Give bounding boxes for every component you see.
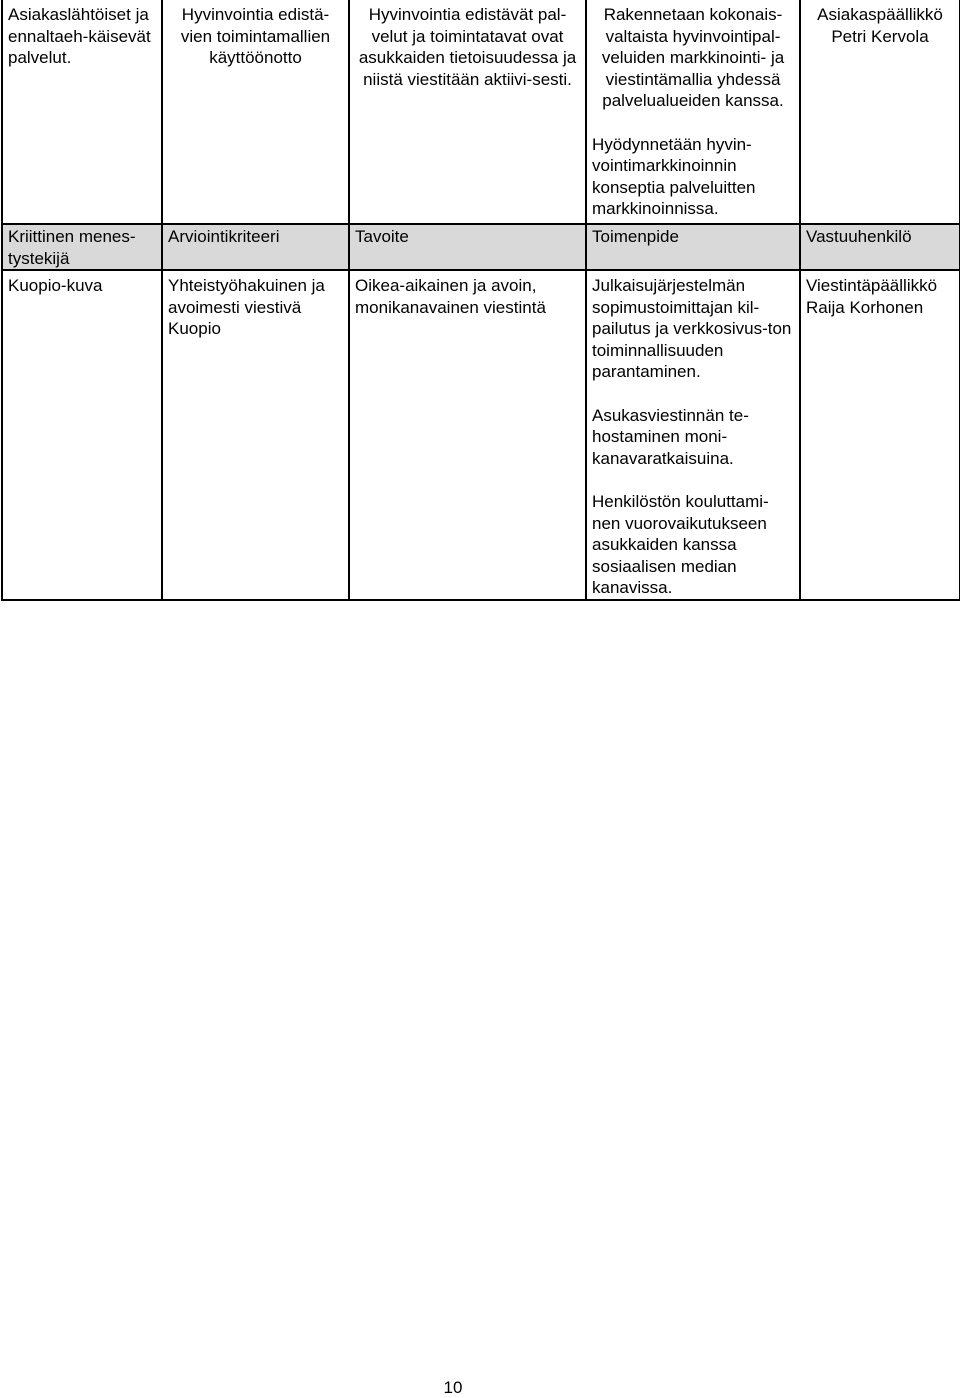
header-critical-success-factor: Kriittinen menes-tystekijä	[2, 224, 162, 270]
cell-text: Hyvinvointia edistävät pal-velut ja toimintatavat ovat asukkaiden tietoisuudessa ja niistä viestitään aktiivi-sesti.	[358, 5, 577, 89]
body-col5-cell	[800, 270, 960, 600]
header-responsible-person: Vastuuhenkilö	[800, 224, 960, 270]
header-evaluation-criterion: Arviointikriteeri	[162, 224, 349, 270]
action-item: Asukasviestinnän te-hostaminen moni-kanavaratkaisuina.	[592, 405, 749, 468]
cell-paragraph: Hyödynnetään hyvin-vointimarkkinoinnin konseptia palveluitten markkinoinnissa.	[592, 134, 756, 218]
top-col3-cell	[349, 0, 586, 224]
header-action: Toimenpide	[586, 224, 800, 270]
top-col2-cell	[162, 0, 349, 224]
top-col5-cell	[800, 0, 960, 224]
cell-paragraph: Rakennetaan kokonais-valtaista hyvinvointipal-veluiden markkinointi- ja viestintämallia yhdessä palvelualueiden kanssa.	[601, 5, 785, 110]
cell-text: Asiakaslähtöiset ja ennaltaeh-käisevät palvelut.	[8, 5, 151, 67]
table-header-row	[2, 224, 960, 270]
top-col1-cell	[2, 0, 162, 224]
body-col2-cell	[162, 270, 349, 600]
cell-text: Yhteistyöhakuinen ja avoimesti viestivä Kuopio	[168, 276, 325, 338]
body-col1-cell	[2, 270, 162, 600]
table-row	[2, 0, 960, 224]
action-item: Julkaisujärjestelmän sopimustoimittajan kil-pailutus ja verkkosivus-ton toiminnallisuuden parantaminen.	[592, 276, 792, 381]
body-col4-cell	[586, 270, 800, 600]
cell-text: Viestintäpäällikkö Raija Korhonen	[806, 276, 938, 317]
cell-text: Asiakaspäällikkö Petri Kervola	[817, 5, 943, 46]
header-goal: Tavoite	[349, 224, 586, 270]
top-col4-cell	[586, 0, 800, 224]
cell-text: Hyvinvointia edistä-vien toimintamallien käyttöönotto	[180, 5, 331, 67]
action-item: Henkilöstön kouluttami-nen vuorovaikutukseen asukkaiden kanssa sosiaalisen median kanavissa.	[592, 492, 769, 597]
cell-text: Kuopio-kuva	[8, 276, 103, 295]
page-number: 10	[443, 1378, 463, 1397]
body-col3-cell	[349, 270, 586, 600]
cell-text: Oikea-aikainen ja avoin, monikanavainen viestintä	[355, 276, 546, 317]
table-row	[2, 270, 960, 600]
action-plan-table	[1, 0, 960, 601]
